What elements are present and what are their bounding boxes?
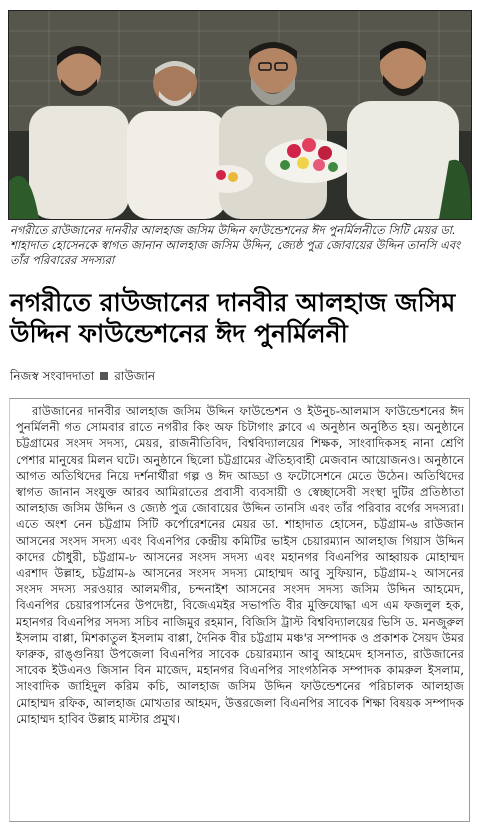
event-photo-illustration	[9, 11, 471, 219]
photo-caption: নগরীতে রাউজানের দানবীর আলহাজ জসিম উদ্দিন ফাউন্ডেশনের ঈদ পুনর্মিলনীতে সিটি মেয়র ডা. শাহাদাত হোসেনকে স্বাগত জানান আলহাজ জসিম উদ্দিন, জ্যেষ্ঠ পুত্র জোবায়ের উদ্দিন তানসি এবং তাঁর পরিবারের সদস্যরা	[10, 223, 461, 267]
byline-reporter: নিজস্ব সংবাদদাতা	[10, 369, 95, 383]
article-body	[9, 398, 470, 822]
headline: নগরীতে রাউজানের দানবীর আলহাজ জসিম উদ্দিন ফাউন্ডেশনের ঈদ পুনর্মিলনী	[10, 288, 456, 348]
byline	[10, 368, 470, 384]
article-paragraph: রাউজানের দানবীর আলহাজ জসিম উদ্দিন ফাউন্ডেশন ও ইউনুচ-আলমাস ফাউন্ডেশনের ঈদ পুনর্মিলনী গত সোমবার রাতে নগরীর কিং অফ চিটাগাং ক্লাবে এ অনুষ্ঠান অনুষ্ঠিত হয়। অনুষ্ঠানে চট্টগ্রামের সংসদ সদস্য, মেয়র, রাজনীতিবিদ, বিশ্ববিদ্যালয়ের শিক্ষক, সাংবাদিকসহ নানা শ্রেণি পেশার মানুষের মিলন ঘটে। অনুষ্ঠানে ছিলো চট্টগ্রামের ঐতিহ্যবাহী মেজবান আয়োজনও। অনুষ্ঠানে আগত অতিথিদের নিয়ে দর্শনার্থীরা গল্প ও ঈদ আড্ডা ও ফটোসেশনে মেতে উঠেন। অতিথিদের স্বাগত জানান সংযুক্ত আরব আমিরাতের প্রবাসী ব্যবসায়ী ও স্বেচ্ছাসেবী সংস্থা দুটির প্রতিষ্ঠাতা আলহাজ জসিম উদ্দিন ও জ্যেষ্ঠ পুত্র জোবায়ের উদ্দিন তানসি এবং তাঁর পরিবার বর্গের সদস্যরা। এতে অংশ নেন চট্টগ্রাম সিটি কর্পোরেশনের মেয়র ডা. শাহাদাত হোসেন, চট্টগ্রাম-৬ রাউজান আসনের সংসদ সদস্য এবং বিএনপির কেন্দ্রীয় কমিটির ভাইস চেয়ারম্যান আলহাজ গিয়াস উদ্দিন কাদের চৌধুরী, চট্টগ্রাম-৮ আসনের সংসদ সদস্য এবং মহানগর বিএনপির আহ্বায়ক মোহাম্মদ এরশাদ উল্লাহ, চট্টগ্রাম-৯ আসনের সংসদ সদস্য মোহাম্মদ আবু সুফিয়ান, চট্টগ্রাম-২ আসনের সংসদ সদস্য সরওয়ার আলমগীর, চন্দনাইশ আসনের সংসদ সদস্য জসিম উদ্দিন আহমেদ, বিএনপির চেয়ারপার্সনের উপদেষ্টা, বিজেএমইর সভাপতি বীর মুক্তিযোদ্ধা এস এম ফজলুল হক, মহানগর বিএনপির সদস্য সচিব নাজিমুর রহমান, বিজিসি ট্রাস্ট বিশ্ববিদ্যালয়ের ভিসি ড. মনজুরুল ইসলাম বাপ্পা, মিশকাতুল ইসলাম বাপ্পা, দৈনিক বীর চট্টগ্রাম মঞ্চ'র সম্পাদক ও প্রকাশক সৈয়দ উমর ফারুক, রাঙ্গুনিয়া উপজেলা বিএনপির সাবেক চেয়ারম্যান আবু আহমেদ হাসনাত, রাউজানের সাবেক ইউএনও জিসান বিন মাজেদ, মহানগর বিএনপির সাংগঠনিক সম্পাদক কামরুল ইসলাম, সাংবাদিক জাহিদুল করিম কচি, আলহাজ জসিম উদ্দিন ফাউন্ডেশনের পরিচালক আলহাজ মোহাম্মদ রফিক, আলহাজ মোখতার আহমদ, উত্তরজেলা বিএনপির সাবেক শিক্ষা বিষয়ক সম্পাদক মোহাম্মদ হাবিব উল্লাহ মাস্টার প্রমুখ।	[16, 404, 464, 726]
separator-square-icon	[100, 372, 108, 380]
byline-location: রাউজান	[114, 369, 156, 383]
event-photo	[8, 10, 472, 220]
